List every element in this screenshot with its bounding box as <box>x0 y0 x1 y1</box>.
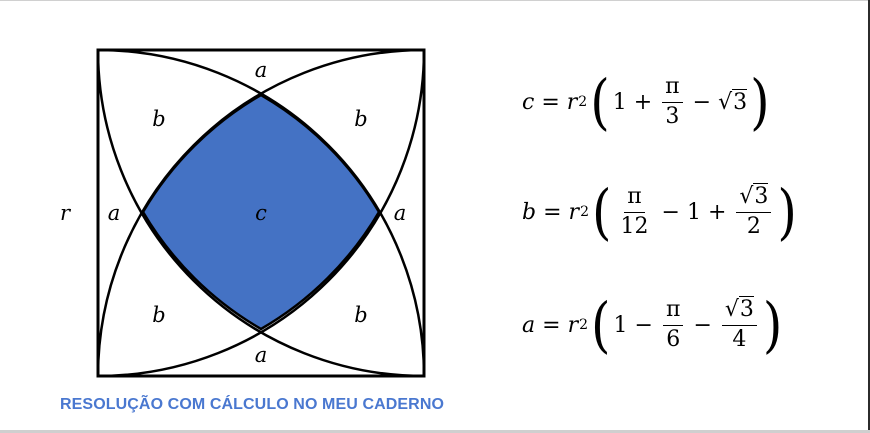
eq-c-root-sign: √ <box>718 89 733 115</box>
eq-b-equals: = <box>543 199 562 225</box>
eq-c-fraction <box>662 75 682 128</box>
label-b-bottom-right: b <box>354 303 368 327</box>
eq-a-frac1-num: π <box>663 298 683 325</box>
label-c-center: c <box>255 201 267 225</box>
eq-b-root-sign: √ <box>739 184 754 210</box>
eq-b-frac2-num <box>736 185 771 212</box>
eq-c-right-paren: ) <box>750 67 770 137</box>
eq-c-plus: + <box>633 89 653 115</box>
eq-c-equals: = <box>541 89 560 115</box>
eq-c-left-paren: ( <box>590 67 610 137</box>
eq-a-one: 1 <box>613 312 628 338</box>
eq-b-right-paren: ) <box>777 177 797 247</box>
eq-a-root-sign: √ <box>724 297 739 323</box>
eq-c-power: 2 <box>578 94 588 110</box>
eq-a-r: r <box>567 312 579 338</box>
eq-b-power: 2 <box>580 204 589 220</box>
equation-c <box>522 67 773 137</box>
eq-b-one: 1 <box>686 199 701 225</box>
eq-a-minus-1: − <box>634 312 653 338</box>
label-a-right: a <box>393 201 407 225</box>
eq-b-minus: − <box>661 199 680 225</box>
eq-c-frac-num: π <box>662 75 682 102</box>
eq-a-left-paren: ( <box>591 290 611 360</box>
eq-a-fraction-2 <box>722 298 757 351</box>
eq-a-lhs: a <box>522 312 536 338</box>
eq-a-frac2-den: 4 <box>732 326 747 352</box>
label-b-top-right: b <box>354 107 368 131</box>
eq-a-root-arg: 3 <box>739 297 754 323</box>
eq-b-r: r <box>568 199 580 225</box>
eq-a-equals: = <box>542 312 561 338</box>
eq-c-minus: − <box>692 89 712 115</box>
eq-b-left-paren: ( <box>591 177 612 247</box>
eq-c-sqrt <box>718 90 747 115</box>
eq-b-plus: + <box>707 199 727 225</box>
label-a-bottom: a <box>254 343 268 367</box>
label-r-side: r <box>59 201 71 225</box>
eq-b-frac1-num: π <box>624 185 644 212</box>
eq-a-power: 2 <box>579 317 589 333</box>
eq-c-r: r <box>566 89 578 115</box>
eq-c-lhs: c <box>522 89 535 115</box>
eq-c-root-arg: 3 <box>733 89 748 115</box>
eq-a-right-paren: ) <box>762 290 783 360</box>
equation-a <box>522 290 785 360</box>
eq-a-fraction-1 <box>663 298 683 351</box>
eq-b-fraction-2 <box>736 185 771 238</box>
eq-b-frac2-den: 2 <box>746 213 761 239</box>
eq-a-frac2-num <box>722 298 757 325</box>
eq-a-minus-2: − <box>693 312 712 338</box>
label-a-left: a <box>107 201 121 225</box>
caption-text: RESOLUÇÃO COM CÁLCULO NO MEU CADERNO <box>60 396 445 413</box>
eq-b-frac1-den: 12 <box>620 213 649 239</box>
label-b-top-left: b <box>152 107 166 131</box>
eq-b-lhs: b <box>522 199 537 225</box>
eq-b-root-arg: 3 <box>754 184 769 210</box>
eq-b-fraction-1 <box>618 185 652 238</box>
label-a-top: a <box>254 58 268 82</box>
equation-b <box>522 177 800 247</box>
label-b-bottom-left: b <box>152 303 166 327</box>
eq-a-frac1-den: 6 <box>666 326 681 352</box>
eq-c-frac-den: 3 <box>665 103 680 129</box>
eq-c-one: 1 <box>612 89 627 115</box>
